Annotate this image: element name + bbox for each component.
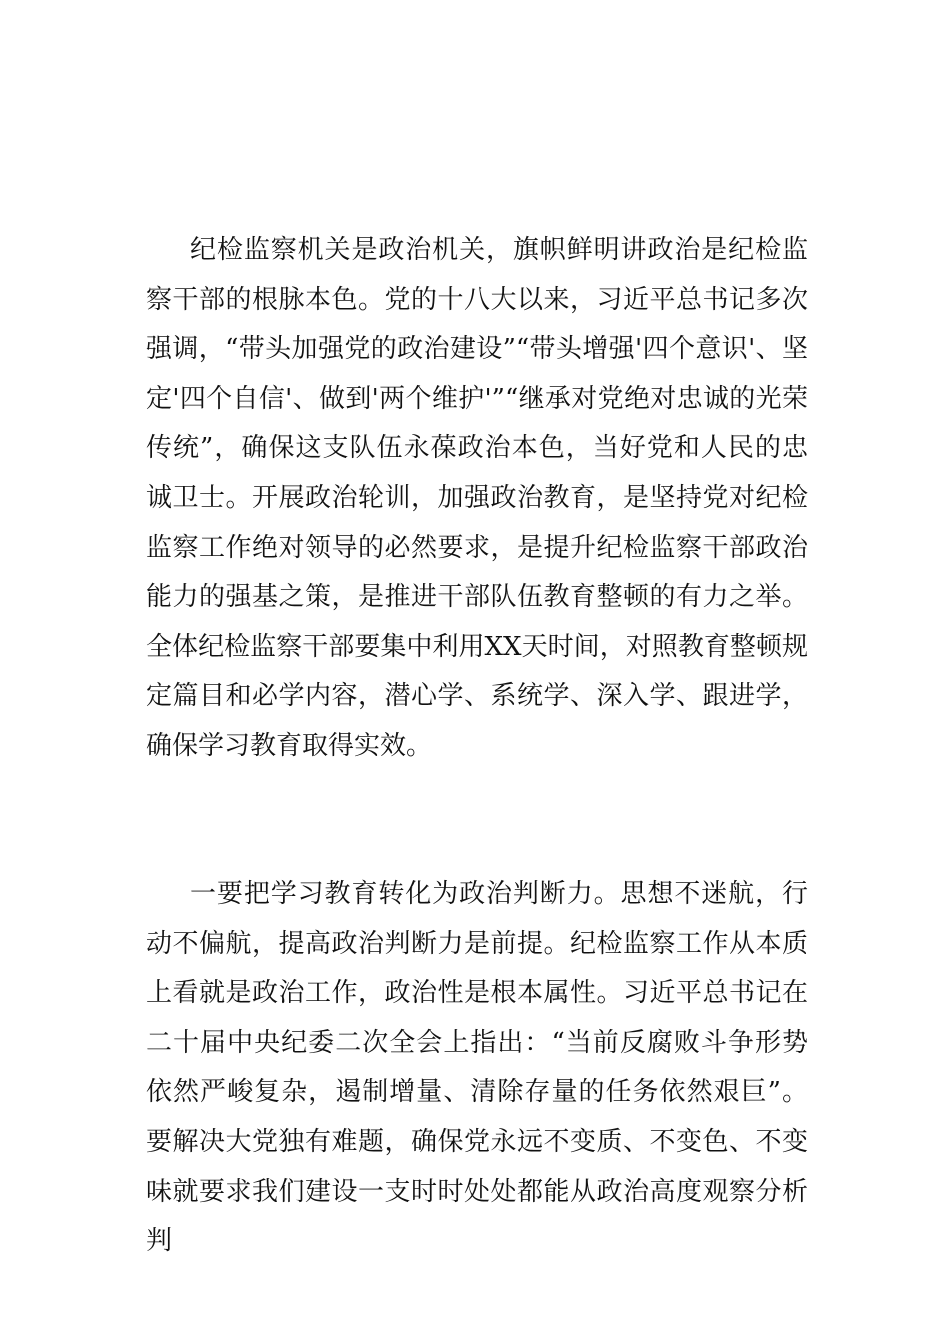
paragraph-political-judgment: 一要把学习教育转化为政治判断力。思想不迷航，行动不偏航，提高政治判断力是前提。纪检监察工作从本质上看就是政治工作，政治性是根本属性。习近平总书记在二十届中央纪委二次全会上指出：“当前反腐败斗争形势依然严峻复杂，遏制增量、清除存量的任务依然艰巨”。要解决大党独有难题，确保党永远不变质、不变色、不变味就要求我们建设一支时时处处都能从政治高度观察分析判 bbox=[146, 879, 808, 1257]
paragraph-intro: 纪检监察机关是政治机关，旗帜鲜明讲政治是纪检监察干部的根脉本色。党的十八大以来，习近平总书记多次强调，“带头加强党的政治建设”“带头增强'四个意识'、坚定'四个自信'、做到'两个维护'”“继承对党绝对忠诚的光荣传统”，确保这支队伍永葆政治本色，当好党和人民的忠诚卫士。开展政治轮训，加强政治教育，是坚持党对纪检监察工作绝对领导的必然要求，是提升纪检监察干部政治能力的强基之策，是推进干部队伍教育整顿的有力之举。全体纪检监察干部要集中利用XX天时间，对照教育整顿规定篇目和必学内容，潜心学、系统学、深入学、跟进学，确保学习教育取得实效。 bbox=[146, 235, 808, 761]
